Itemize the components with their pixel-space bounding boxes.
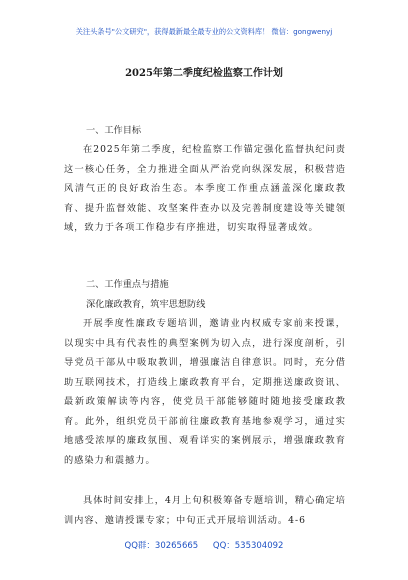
footer-qq-group: QQ群：30265665 — [124, 541, 199, 551]
measures-paragraph: 开展季度性廉政专题培训，邀请业内权威专家前来授课，以现实中具有代表性的典型案例为切入点，进行深度剖析，引导党员干部从中吸取教训，增强廉洁自律意识。同时，充分借助互联网技术，打造线上廉政教育平台，定期推送廉政资讯、最新政策解读等内容，使党员干部能够随时随地接受廉政教育。此外，组织党员干部前往廉政教育基地参观学习，通过实地感受浓厚的廉政氛围、观看详实的案例展示，增强廉政教育的感染力和震撼力。 — [64, 318, 346, 466]
subheading-integrity-education: 深化廉政教育，筑牢思想防线 — [86, 299, 206, 310]
footer-qq: QQ：535304092 — [212, 541, 284, 551]
footer-contact — [0, 539, 408, 551]
section-heading-goals: 一、工作目标 — [86, 125, 142, 136]
goals-paragraph: 在2025年第二季度，纪检监察工作锚定强化监督执纪问责这一核心任务，全力推进全面从严治党向纵深发展，积极营造风清气正的良好政治生态。本季度工作重点涵盖深化廉政教育、提升监督效能、攻坚案件查办以及完善制度建设等关键领域，致力于各项工作稳步有序推进，切实取得显著成效。 — [64, 144, 346, 233]
header-notice: 关注头条号"公文研究"，获得最新最全最专业的公文资料库！ 微信：gongwenyj — [75, 27, 333, 36]
section-heading-measures: 二、工作重点与措施 — [86, 279, 169, 290]
schedule-paragraph: 具体时间安排上，4月上旬积极筹备专题培训，精心确定培训内容、邀请授课专家；中旬正式开展培训活动。4-6 — [64, 495, 346, 526]
document-title: 2025年第二季度纪检监察工作计划 — [125, 68, 283, 79]
